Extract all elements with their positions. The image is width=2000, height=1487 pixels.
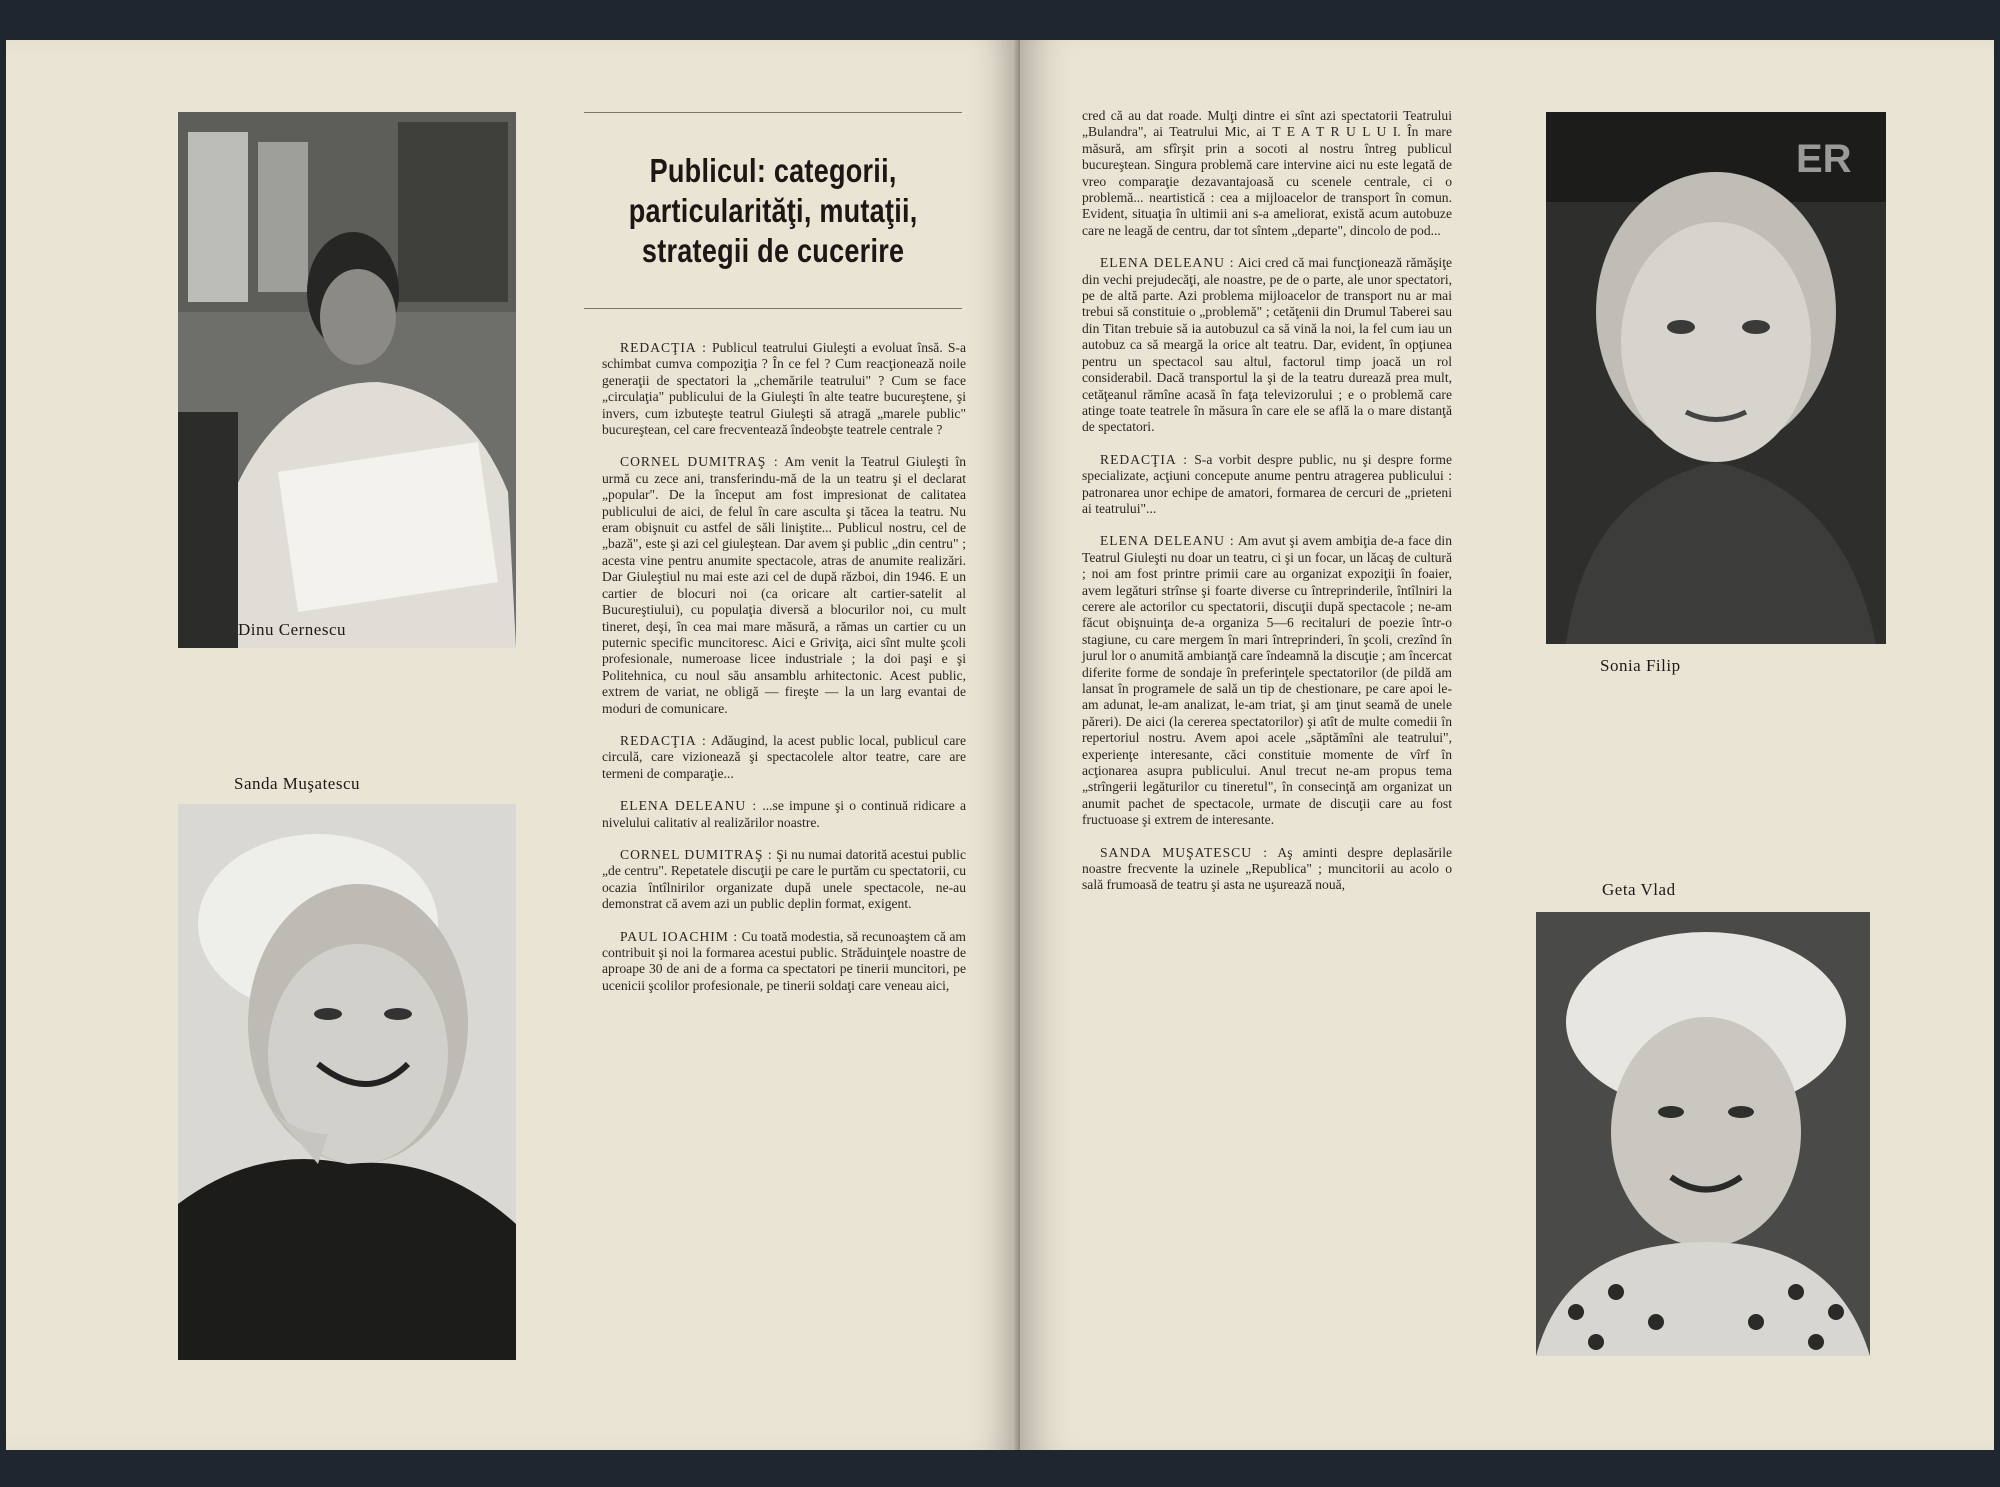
speaker: CORNEL DUMITRAŞ :: [620, 454, 779, 470]
speaker: SANDA MUŞATESCU :: [1100, 844, 1268, 860]
right-text-column: [1082, 108, 1452, 910]
title-line-1: Publicul: categorii,: [649, 151, 897, 189]
speaker: REDACŢIA :: [620, 732, 707, 748]
speaker: ELENA DELEANU :: [620, 798, 758, 814]
paragraph: [1082, 845, 1452, 894]
paragraph-text: Am avut şi avem ambiţia de-a face din Teatrul Giuleşti nu doar un teatru, ci şi un focar, un lăcaş de cultură ; noi am fost printre primii care au organizat expoziţii în foaier, avem legături strînse şi foarte diverse cu întreprinderile, întîlniri la cerere ale actorilor cu spectatorii, discuţii după spectacole ; ne-am făcut obişnuinţa de-a organiza 5—6 recitaluri de poezie într-o stagiune, cu care mergem în mari întreprinderi, în şcoli, crezînd în jurul lor o anumită ambianţă care îndeamnă la discuţie ; am încercat diferite forme de sondaje în preferinţele spectatorilor (de pildă am lansat în programele de sală un tip de chestionare, pe care apoi le-am adunat, le-am analizat, le-am triat, şi am ţinut seamă de unele păreri). De aici (la cererea spectatorilor) şi atît de multe comedii în repertoriul nostru. Avem apoi acele „săptămîni ale teatrului", experienţe interesante, căci constituie momente de vîrf în acţionarea asupra publicului. Anul trecut ne-am propus tema „strîngerii legăturilor cu tineretul", în consecinţă am organizat un anumit pachet de spectacole, urmate de discuţii care au fost fructuoase şi extrem de interesante.: [1082, 533, 1452, 828]
paragraph: [1082, 255, 1452, 435]
paragraph: [1082, 533, 1452, 828]
paragraph-text: Şi nu numai datorită acestui public „de centru". Repetatele discuţii pe care le purtăm cu spectatorii, cu ocazia întîlnirilor organizate după unele spectacole, ne-au demonstrat că avem azi un public deplin format, exigent.: [602, 846, 966, 912]
speaker: ELENA DELEANU :: [1100, 533, 1235, 549]
paragraph-text: Aş aminti despre deplasările noastre frecvente la uzinele „Republica" ; muncitorii au acolo o sală frumoasă de teatru şi asta ne uşurează nouă,: [1082, 844, 1452, 893]
caption-dinu-cernescu: Dinu Cernescu: [238, 620, 347, 639]
title-line-2: particularităţi, mutaţii,: [628, 191, 918, 229]
left-page: [6, 40, 1020, 1450]
paragraph-text: Publicul teatrului Giuleşti a evoluat însă. S-a schimbat cumva compoziţia ? În ce fel ? Cum reacţionează noile generaţii de spectatori la „chemările teatrului" ? Cum se face „circulaţia" publicului de la Giuleşti în alte teatre bucureştene, şi invers, cum izbuteşte teatrul Giuleşti să atragă „marele public" bucureştean, cel care frecventează îndeobşte teatrele centrale ?: [602, 340, 966, 438]
photo-sonia-filip: [1546, 112, 1886, 644]
paragraph: [602, 454, 966, 717]
paragraph-text: Adăugind, la acest public local, publicul care circulă, care vizionează şi spectacolele altor teatre, care are termeni de comparaţie...: [602, 732, 966, 781]
magazine-spread: [6, 40, 1994, 1450]
paragraph: [602, 798, 966, 831]
paragraph-text: Am venit la Teatrul Giuleşti în urmă cu zece ani, transferindu-mă de la un teatru şi el declarat „popular". De la început am fost impresionat de calitatea publicului de aici, de felul în care asculta şi tăcea la teatru. Nu eram obişnuit cu astfel de săli liniştite... Publicul nostru, cel de „bază", este şi azi cel giuleştean. Dar avem şi public „din centru" ; acesta vine pentru anumite spectacole, atras de anumite realizări. Dar Giuleştiul nu mai este azi cel de după război, din 1946. E un cartier de blocuri noi (ca oricare alt cartier-satelit al Bucureştiului), cu populaţia diversă a blocurilor noi, cu mult tineret, deşi, în cea mai mare măsură, a rămas un cartier cu un puternic specific muncitoresc. Aici e Griviţa, aici sînt multe şcoli profesionale, numeroase licee industriale ; la doi paşi e şi Politehnica, cu noul său ansamblu arhitectonic. Acest public, extrem de variat, ne obligă — fireşte — la un larg evantai de moduri de comunicare.: [602, 454, 966, 716]
paragraph-text: Cu toată modestia, să recunoaştem că am contribuit şi noi la formarea acestui public. Străduinţele noastre de aproape 30 de ani de a forma ca spectatori pe tinerii muncitori, pe ucenicii şcolilor profesionale, pe tinerii soldaţi care veneau aici,: [602, 928, 966, 993]
title-line-3: strategii de cucerire: [641, 231, 905, 269]
speaker: CORNEL DUMITRAŞ :: [620, 846, 773, 862]
paragraph: [1082, 108, 1452, 239]
caption-sanda-musatescu: Sanda Muşatescu: [234, 774, 361, 793]
caption-geta-vlad: Geta Vlad: [1602, 880, 1676, 899]
right-page: [1020, 40, 1994, 1450]
article-title: [584, 112, 962, 309]
photo-sanda-musatescu: [178, 804, 516, 1360]
paragraph: [602, 340, 966, 438]
speaker: REDACŢIA :: [1100, 451, 1188, 467]
speaker: REDACŢIA :: [620, 340, 707, 355]
speaker: PAUL IOACHIM :: [620, 928, 739, 944]
paragraph: [602, 847, 966, 913]
photo-dinu-cernescu: [178, 112, 516, 648]
paragraph-text: Aici cred că mai funcţionează rămăşiţe din vechi prejudecăţi, ale noastre, pe de o parte, ale unor spectatori, pe de altă parte. Azi problema mijloacelor de transport nu ar mai trebui să constituie o „problemă" ; cetăţenii din Drumul Taberei sau din Titan trebuie să ia autobuzul ca să vină la noi, la fel cum iau un autobuz ca să meargă la orice alt teatru. Dar, evident, în opţiunea pentru un spectacol sau altul, factorul timp joacă un rol considerabil. Dacă transportul la şi de la teatru durează prea mult, cetăţeanul rămîne acasă în faţa televizorului ; e o problemă care atinge toate teatrele în măsura în care ele se află la o mare distanţă de spectatori.: [1082, 255, 1453, 435]
paragraph-text: S-a vorbit despre public, nu şi despre forme specializate, acţiuni concepute anume pentru atragerea publicului : patronarea unor echipe de amatori, formarea de cercuri de „prieteni ai teatrului"...: [1082, 451, 1452, 516]
photo-geta-vlad: [1536, 912, 1870, 1356]
speaker: ELENA DELEANU :: [1100, 255, 1235, 271]
paragraph: [602, 733, 966, 782]
paragraph: [1082, 452, 1452, 518]
svg-text:ER: ER: [1796, 137, 1852, 181]
paragraph-text: cred că au dat roade. Mulţi dintre ei sînt azi spectatorii Teatrului „Bulandra", ai Teatrului Mic, ai T E A T R U L U I. În mare măsură, am sfîrşit prin a socoti al nostru întreg publicul bucureştean. Singura problemă care intervine aici nu este legată de vreo comparaţie dezavantajoasă cu scenele centrale, ci o problemă... neartistică : cea a mijloacelor de transport în comun. Evident, situaţia în ultimii ani s-a ameliorat, există acum autobuze care ne leagă de centru, dar tot sîntem „departe", dincolo de pod...: [1082, 108, 1452, 238]
left-text-column: [602, 340, 966, 1010]
caption-sonia-filip: Sonia Filip: [1600, 656, 1681, 675]
paragraph: [602, 929, 966, 995]
paragraph-text: ...se impune şi o continuă ridicare a nivelului calitativ al realizărilor noastre.: [602, 798, 966, 830]
